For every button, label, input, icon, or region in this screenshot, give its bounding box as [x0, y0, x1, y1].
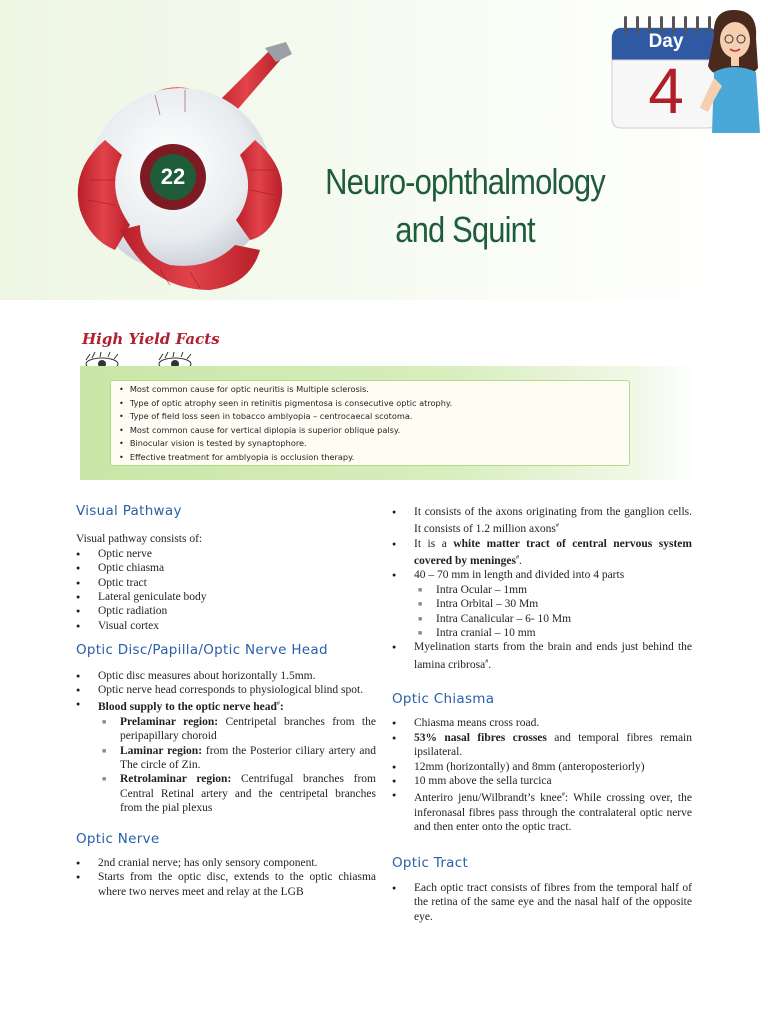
visual-pathway-heading: Visual Pathway: [76, 503, 182, 519]
list-item: ● 2nd cranial nerve; has only sensory component.: [76, 856, 376, 870]
list-item: ● 40 – 70 mm in length and divided into 4 parts ■ Intra Ocular – 1mm ■ Intra Orbital – 30 Mm ■ Intra Canalicular – 6- 10 Mm ■ Intra cranial – 10 mm: [392, 568, 692, 640]
optic-disc-list: [76, 669, 376, 816]
optic-chiasma-list: [392, 716, 692, 834]
list-item: ● Each optic tract consists of fibres from the temporal half of the retina of the same eye and the nasal half of the opposite eye.: [392, 881, 692, 924]
visual-pathway-list: [76, 547, 376, 633]
list-item: ● Optic nerve: [76, 547, 376, 561]
fact-item: • Type of field loss seen in tobacco amblyopia – centrocaecal scotoma.: [119, 410, 629, 424]
optic-nerve-list-continued: [392, 505, 692, 672]
list-item: ● 53% nasal fibres crosses and temporal fibres remain ipsilateral.: [392, 731, 692, 760]
fact-item: • Most common cause for optic neuritis is Multiple sclerosis.: [119, 383, 629, 397]
optic-nerve-heading: Optic Nerve: [76, 830, 160, 847]
fact-item: • Most common cause for vertical diplopia is superior oblique palsy.: [119, 424, 629, 438]
list-item: ● Optic nerve head corresponds to physiological blind spot.: [76, 683, 376, 697]
list-item: ● Optic chiasma: [76, 561, 376, 575]
chapter-title-line1: Neuro-ophthalmology: [325, 161, 605, 202]
sublist-item: ■ Prelaminar region: Centripetal branches from the peripapillary choroid: [98, 715, 376, 744]
list-item: ● Optic radiation: [76, 604, 376, 618]
high-yield-label: High Yield Facts: [82, 330, 220, 348]
list-item: ● Optic disc measures about horizontally 1.5mm.: [76, 669, 376, 683]
fact-item: • Effective treatment for amblyopia is occlusion therapy.: [119, 451, 629, 465]
list-item: ● Chiasma means cross road.: [392, 716, 692, 730]
blood-supply-label: Blood supply to the optic nerve head: [98, 701, 277, 714]
right-column: [392, 505, 692, 924]
optic-chiasma-heading: Optic Chiasma: [392, 690, 495, 707]
sublist-item: ■ Intra Orbital – 30 Mm: [414, 597, 692, 611]
list-item: ● 12mm (horizontally) and 8mm (anteroposteriorly): [392, 760, 692, 774]
list-item: ● Blood supply to the optic nerve head#: ■ Prelaminar region: Centripetal branches from the peripapillary choroid ■ Laminar region: from the Posterior ciliary artery and The circle of Zin. ■ Retrolaminar region: Centrifugal branches from Central Retinal artery and the centripetal branches from the pial plexus: [76, 697, 376, 815]
visual-pathway-intro: Visual pathway consists of:: [76, 533, 203, 546]
list-item: ● Lateral geniculate body: [76, 590, 376, 604]
calendar-day-number: 4: [648, 55, 684, 127]
list-item: ● Starts from the optic disc, extends to the optic chiasma where two nerves meet and relay at the LGB: [76, 870, 376, 899]
list-item: ● It consists of the axons originating from the ganglion cells. It consists of 1.2 million axons#: [392, 505, 692, 537]
chapter-title: [323, 158, 607, 254]
fact-item: • Binocular vision is tested by synaptophore.: [119, 437, 629, 451]
sublist-item: ■ Retrolaminar region: Centrifugal branches from Central Retinal artery and the centripetal branches from the pial plexus: [98, 772, 376, 815]
high-yield-list: [111, 383, 629, 465]
high-yield-box: [110, 380, 630, 466]
left-column: [76, 504, 376, 899]
list-item: ● Optic tract: [76, 576, 376, 590]
optic-disc-heading: Optic Disc/Papilla/Optic Nerve Head: [76, 642, 328, 659]
blood-supply-sublist: [98, 715, 376, 816]
chapter-title-line2: and Squint: [395, 209, 535, 250]
list-item: ● It is a white matter tract of central nervous system covered by meninges#.: [392, 537, 692, 569]
optic-tract-list: [392, 881, 692, 924]
chapter-number-badge: [140, 144, 206, 210]
optic-nerve-list: [76, 856, 376, 899]
list-item: ● Visual cortex: [76, 619, 376, 633]
calendar-day-label: Day: [648, 31, 684, 52]
chapter-number: 22: [150, 154, 196, 200]
list-item: ● Myelination starts from the brain and ends just behind the lamina cribrosa#.: [392, 640, 692, 672]
sublist-item: ■ Laminar region: from the Posterior ciliary artery and The circle of Zin.: [98, 744, 376, 773]
teacher-illustration: [700, 8, 764, 133]
nerve-parts-sublist: [414, 583, 692, 641]
list-item: ● Anteriro jenu/Wilbrandt’s knee#: While crossing over, the inferonasal fibres pass through the contralateral optic nerve and then enter onto the optic tract.: [392, 788, 692, 834]
optic-tract-heading: Optic Tract: [392, 855, 469, 872]
sublist-item: ■ Intra Canalicular – 6- 10 Mm: [414, 612, 692, 626]
sublist-item: ■ Intra Ocular – 1mm: [414, 583, 692, 597]
sublist-item: ■ Intra cranial – 10 mm: [414, 626, 692, 640]
fact-item: • Type of optic atrophy seen in retinitis pigmentosa is consecutive optic atrophy.: [119, 397, 629, 411]
list-item: ● 10 mm above the sella turcica: [392, 774, 692, 788]
